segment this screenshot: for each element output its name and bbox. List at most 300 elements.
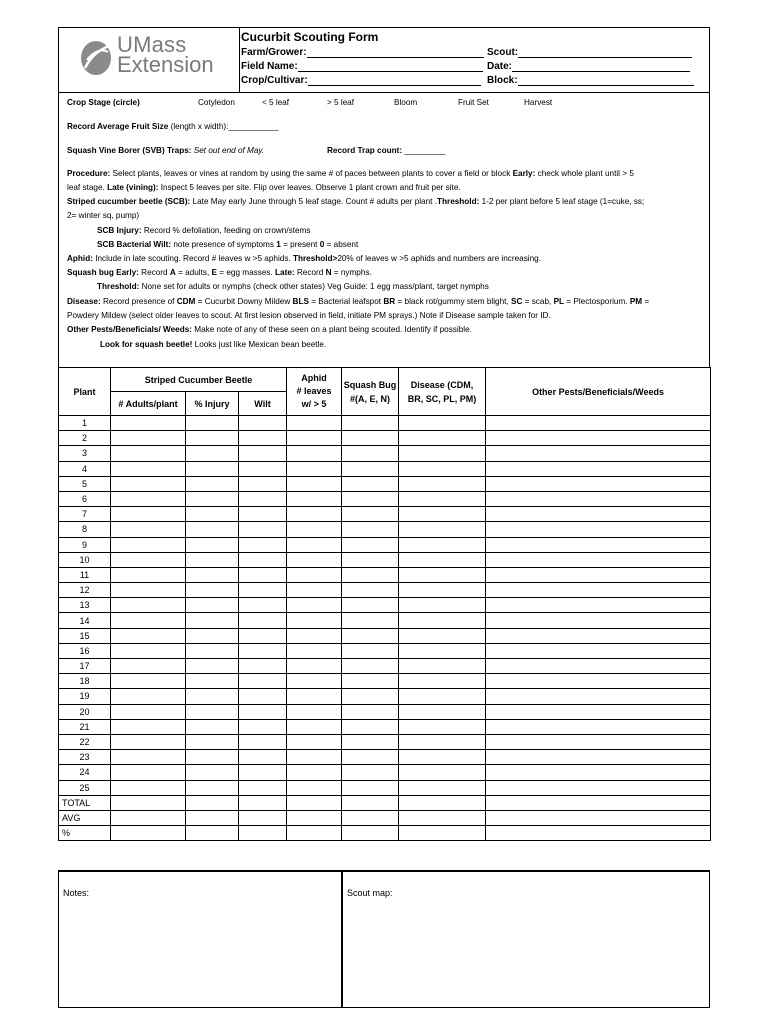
entry-cell[interactable]: [111, 780, 186, 795]
entry-cell[interactable]: [239, 750, 287, 765]
entry-cell[interactable]: [287, 628, 342, 643]
entry-cell[interactable]: [111, 446, 186, 461]
table-row: [59, 628, 711, 643]
scout-field[interactable]: Scout:: [487, 47, 692, 58]
entry-cell[interactable]: [111, 491, 186, 506]
entry-cell[interactable]: [186, 689, 239, 704]
entry-cell[interactable]: [287, 522, 342, 537]
entry-cell[interactable]: [342, 750, 399, 765]
injury-header: % Injury: [186, 392, 239, 416]
plant-number: 11: [59, 567, 111, 582]
entry-cell[interactable]: [111, 704, 186, 719]
entry-cell[interactable]: [287, 476, 342, 491]
entry-cell[interactable]: [287, 795, 342, 810]
table-row: [59, 689, 711, 704]
entry-cell[interactable]: [239, 628, 287, 643]
crop-cultivar-field[interactable]: Crop/Cultivar:: [241, 75, 481, 86]
entry-cell[interactable]: [186, 537, 239, 552]
entry-cell[interactable]: [342, 613, 399, 628]
entry-cell[interactable]: [186, 765, 239, 780]
entry-cell[interactable]: [399, 507, 486, 522]
date-field[interactable]: Date:: [487, 61, 690, 72]
entry-cell[interactable]: [342, 416, 399, 431]
entry-cell[interactable]: [111, 507, 186, 522]
entry-cell[interactable]: [399, 674, 486, 689]
entry-cell[interactable]: [239, 583, 287, 598]
entry-cell[interactable]: [342, 628, 399, 643]
scb-injury-line: SCB Injury: Record % defoliation, feeding on crown/stems: [97, 226, 311, 235]
other-pests-line: Other Pests/Beneficials/ Weeds: Make note of any of these seen on a plant being scouted. Identify if possible.: [67, 325, 472, 334]
entry-cell[interactable]: [486, 598, 711, 613]
plant-number: 23: [59, 750, 111, 765]
plant-number: 6: [59, 491, 111, 506]
table-row: [59, 659, 711, 674]
entry-cell[interactable]: [486, 643, 711, 658]
entry-cell[interactable]: [486, 476, 711, 491]
entry-cell[interactable]: [342, 780, 399, 795]
entry-cell[interactable]: [486, 431, 711, 446]
trap-count-field[interactable]: Record Trap count: _________: [327, 146, 446, 155]
entry-cell[interactable]: [399, 613, 486, 628]
entry-cell[interactable]: [486, 567, 711, 582]
entry-cell[interactable]: [239, 643, 287, 658]
plant-number: 22: [59, 734, 111, 749]
entry-cell[interactable]: [239, 719, 287, 734]
entry-cell[interactable]: [111, 583, 186, 598]
stage-fruit-set[interactable]: Fruit Set: [458, 98, 489, 107]
squash-bug-header: Squash Bug #(A, E, N): [342, 368, 399, 416]
plant-number: 2: [59, 431, 111, 446]
entry-cell[interactable]: [239, 491, 287, 506]
entry-cell[interactable]: [186, 826, 239, 841]
entry-cell[interactable]: [111, 416, 186, 431]
entry-cell[interactable]: [111, 734, 186, 749]
wilt-header: Wilt: [239, 392, 287, 416]
entry-cell[interactable]: [239, 552, 287, 567]
plant-number: 20: [59, 704, 111, 719]
entry-cell[interactable]: [287, 567, 342, 582]
entry-cell[interactable]: [342, 826, 399, 841]
entry-cell[interactable]: [486, 674, 711, 689]
entry-cell[interactable]: [239, 734, 287, 749]
plant-number: 25: [59, 780, 111, 795]
entry-cell[interactable]: [186, 659, 239, 674]
entry-cell[interactable]: [287, 826, 342, 841]
entry-cell[interactable]: [486, 719, 711, 734]
stage-less-5-leaf[interactable]: < 5 leaf: [262, 98, 290, 107]
entry-cell[interactable]: [399, 628, 486, 643]
plant-number: 5: [59, 476, 111, 491]
entry-cell[interactable]: [186, 734, 239, 749]
entry-cell[interactable]: [486, 780, 711, 795]
scb-header: Striped Cucumber Beetle: [111, 368, 287, 392]
entry-cell[interactable]: [111, 659, 186, 674]
squash-bug-threshold-line: Threshold: None set for adults or nymphs (check other states) Veg Guide: 1 egg mass/plant, target nymphs: [97, 282, 489, 291]
entry-cell[interactable]: [239, 613, 287, 628]
entry-cell[interactable]: [399, 431, 486, 446]
entry-cell[interactable]: [186, 810, 239, 825]
table-row: [59, 643, 711, 658]
entry-cell[interactable]: [111, 567, 186, 582]
entry-cell[interactable]: [186, 704, 239, 719]
scout-map-label: Scout map:: [347, 888, 393, 898]
entry-cell[interactable]: [287, 810, 342, 825]
entry-cell[interactable]: [287, 659, 342, 674]
entry-cell[interactable]: [486, 689, 711, 704]
entry-cell[interactable]: [287, 416, 342, 431]
table-row: [59, 446, 711, 461]
summary-row: [59, 795, 711, 810]
entry-cell[interactable]: [111, 719, 186, 734]
adults-header: # Adults/plant: [111, 392, 186, 416]
entry-cell[interactable]: [186, 583, 239, 598]
plant-number: 15: [59, 628, 111, 643]
plant-number: 9: [59, 537, 111, 552]
entry-cell[interactable]: [399, 476, 486, 491]
crop-stage-label: Crop Stage (circle): [67, 98, 140, 107]
entry-cell[interactable]: [342, 810, 399, 825]
entry-cell[interactable]: [239, 431, 287, 446]
entry-cell[interactable]: [399, 552, 486, 567]
table-row: [59, 583, 711, 598]
entry-cell[interactable]: [239, 567, 287, 582]
entry-cell[interactable]: [111, 689, 186, 704]
aphid-line: Aphid: Include in late scouting. Record # leaves w >5 aphids. Threshold>20% of leaves w >5 aphids and numbers are increasing.: [67, 254, 542, 263]
entry-cell[interactable]: [111, 826, 186, 841]
entry-cell[interactable]: [186, 795, 239, 810]
logo-text-extension: Extension: [117, 52, 214, 77]
entry-cell[interactable]: [186, 719, 239, 734]
entry-cell[interactable]: [111, 537, 186, 552]
entry-cell[interactable]: [239, 598, 287, 613]
entry-cell[interactable]: [186, 491, 239, 506]
entry-cell[interactable]: [342, 689, 399, 704]
entry-cell[interactable]: [399, 810, 486, 825]
entry-cell[interactable]: [287, 734, 342, 749]
plant-number: 24: [59, 765, 111, 780]
entry-cell[interactable]: [342, 583, 399, 598]
entry-cell[interactable]: [186, 416, 239, 431]
entry-cell[interactable]: [486, 659, 711, 674]
fruit-size-line[interactable]: Record Average Fruit Size (length x width):___________: [67, 122, 279, 131]
entry-cell[interactable]: [399, 734, 486, 749]
table-row: [59, 704, 711, 719]
table-row: [59, 734, 711, 749]
plant-number: 4: [59, 461, 111, 476]
stage-harvest[interactable]: Harvest: [524, 98, 553, 107]
entry-cell[interactable]: [399, 491, 486, 506]
entry-cell[interactable]: [239, 461, 287, 476]
form-title: Cucurbit Scouting Form: [241, 30, 379, 44]
table-row: [59, 416, 711, 431]
entry-cell[interactable]: [239, 537, 287, 552]
entry-cell[interactable]: [399, 643, 486, 658]
entry-cell[interactable]: [186, 598, 239, 613]
entry-cell[interactable]: [399, 522, 486, 537]
entry-cell[interactable]: [287, 704, 342, 719]
plant-number: 14: [59, 613, 111, 628]
entry-cell[interactable]: [111, 461, 186, 476]
stage-bloom[interactable]: Bloom: [394, 98, 418, 107]
entry-cell[interactable]: [287, 780, 342, 795]
entry-cell[interactable]: [239, 416, 287, 431]
farm-grower-field[interactable]: Farm/Grower:: [241, 47, 484, 58]
notes-label: Notes:: [63, 888, 90, 898]
entry-cell[interactable]: [486, 583, 711, 598]
instructions-section: [58, 93, 710, 367]
table-row: [59, 491, 711, 506]
disease-line-2: Powdery Mildew (select older leaves to scout. At first lesion observed in field, initiate PM sprays.) Note if Disease sample taken for ID.: [67, 311, 551, 320]
entry-cell[interactable]: [111, 643, 186, 658]
entry-cell[interactable]: [399, 659, 486, 674]
entry-cell[interactable]: [111, 674, 186, 689]
table-row: [59, 476, 711, 491]
entry-cell[interactable]: [342, 598, 399, 613]
entry-cell[interactable]: [111, 765, 186, 780]
squash-bug-line: Squash bug Early: Record A = adults, E = egg masses. Late: Record N = nymphs.: [67, 268, 372, 277]
aphid-header: Aphid # leaves w/ > 5: [287, 368, 342, 416]
entry-cell[interactable]: [239, 659, 287, 674]
entry-cell[interactable]: [486, 734, 711, 749]
entry-cell[interactable]: [186, 461, 239, 476]
plant-number: 19: [59, 689, 111, 704]
entry-cell[interactable]: [342, 522, 399, 537]
entry-cell[interactable]: [186, 522, 239, 537]
summary-label: AVG: [59, 810, 111, 825]
umass-extension-logo: [79, 32, 219, 88]
entry-cell[interactable]: [186, 780, 239, 795]
entry-cell[interactable]: [486, 522, 711, 537]
entry-cell[interactable]: [486, 765, 711, 780]
entry-cell[interactable]: [186, 613, 239, 628]
table-row: [59, 765, 711, 780]
entry-cell[interactable]: [399, 461, 486, 476]
entry-cell[interactable]: [399, 583, 486, 598]
entry-cell[interactable]: [186, 674, 239, 689]
entry-cell[interactable]: [239, 476, 287, 491]
table-row: [59, 719, 711, 734]
entry-cell[interactable]: [186, 643, 239, 658]
other-pests-header: Other Pests/Beneficials/Weeds: [486, 368, 711, 416]
table-row: [59, 537, 711, 552]
table-row: [59, 613, 711, 628]
table-row: [59, 552, 711, 567]
entry-cell[interactable]: [486, 491, 711, 506]
stage-more-5-leaf[interactable]: > 5 leaf: [327, 98, 355, 107]
plant-header: Plant: [59, 368, 111, 416]
plant-number: 13: [59, 598, 111, 613]
block-field[interactable]: Block:: [487, 75, 694, 86]
plant-number: 21: [59, 719, 111, 734]
entry-cell[interactable]: [239, 826, 287, 841]
entry-cell[interactable]: [342, 567, 399, 582]
entry-cell[interactable]: [287, 583, 342, 598]
entry-cell[interactable]: [111, 598, 186, 613]
table-row: [59, 750, 711, 765]
entry-cell[interactable]: [342, 734, 399, 749]
entry-cell[interactable]: [186, 750, 239, 765]
table-row: [59, 567, 711, 582]
entry-cell[interactable]: [287, 446, 342, 461]
entry-cell[interactable]: [399, 537, 486, 552]
entry-cell[interactable]: [399, 780, 486, 795]
entry-cell[interactable]: [111, 552, 186, 567]
entry-cell[interactable]: [486, 537, 711, 552]
entry-cell[interactable]: [111, 613, 186, 628]
squash-beetle-line: Look for squash beetle! Looks just like Mexican bean beetle.: [100, 340, 327, 349]
entry-cell[interactable]: [287, 537, 342, 552]
entry-cell[interactable]: [342, 431, 399, 446]
entry-cell[interactable]: [342, 461, 399, 476]
plant-number: 1: [59, 416, 111, 431]
entry-cell[interactable]: [239, 810, 287, 825]
entry-cell[interactable]: [287, 750, 342, 765]
entry-cell[interactable]: [287, 461, 342, 476]
entry-cell[interactable]: [486, 795, 711, 810]
summary-row: [59, 826, 711, 841]
entry-cell[interactable]: [486, 446, 711, 461]
entry-cell[interactable]: [342, 719, 399, 734]
entry-cell[interactable]: [399, 446, 486, 461]
plant-number: 3: [59, 446, 111, 461]
plant-number: 16: [59, 643, 111, 658]
plant-number: 12: [59, 583, 111, 598]
entry-cell[interactable]: [287, 491, 342, 506]
entry-cell[interactable]: [287, 507, 342, 522]
entry-cell[interactable]: [399, 750, 486, 765]
entry-cell[interactable]: [342, 795, 399, 810]
entry-cell[interactable]: [486, 628, 711, 643]
entry-cell[interactable]: [342, 765, 399, 780]
plant-number: 8: [59, 522, 111, 537]
procedure-line-1: Procedure: Select plants, leaves or vines at random by using the same # of paces between plants to cover a field or block Early: check whole plant until > 5: [67, 169, 634, 178]
entry-cell[interactable]: [342, 507, 399, 522]
entry-cell[interactable]: [486, 810, 711, 825]
entry-cell[interactable]: [342, 446, 399, 461]
table-row: [59, 522, 711, 537]
entry-cell[interactable]: [486, 826, 711, 841]
leaf-logo-icon: [79, 38, 113, 78]
procedure-line-2: leaf stage. Late (vining): Inspect 5 leaves per site. Flip over leaves. Observe 1 plant crown and fruit per site.: [67, 183, 461, 192]
entry-cell[interactable]: [287, 431, 342, 446]
entry-cell[interactable]: [186, 628, 239, 643]
entry-cell[interactable]: [399, 795, 486, 810]
entry-cell[interactable]: [186, 567, 239, 582]
entry-cell[interactable]: [111, 750, 186, 765]
entry-cell[interactable]: [399, 765, 486, 780]
logo-text-umass: UMass: [117, 32, 187, 57]
entry-cell[interactable]: [287, 674, 342, 689]
entry-cell[interactable]: [399, 704, 486, 719]
entry-cell[interactable]: [287, 719, 342, 734]
entry-cell[interactable]: [399, 567, 486, 582]
table-row: [59, 674, 711, 689]
entry-cell[interactable]: [239, 765, 287, 780]
entry-cell[interactable]: [186, 476, 239, 491]
entry-cell[interactable]: [342, 537, 399, 552]
entry-cell[interactable]: [111, 628, 186, 643]
table-row: [59, 507, 711, 522]
scb-wilt-line: SCB Bacterial Wilt: note presence of symptoms 1 = present 0 = absent: [97, 240, 359, 249]
entry-cell[interactable]: [342, 643, 399, 658]
scb-line-2: 2= winter sq, pump): [67, 211, 140, 220]
entry-cell[interactable]: [486, 750, 711, 765]
plant-number: 18: [59, 674, 111, 689]
entry-cell[interactable]: [111, 810, 186, 825]
disease-line-1: Disease: Record presence of CDM = Cucurbit Downy Mildew BLS = Bacterial leafspot BR = black rot/gummy stem blight, SC = scab, PL = Plectosporium. PM =: [67, 297, 650, 306]
entry-cell[interactable]: [486, 552, 711, 567]
entry-cell[interactable]: [486, 507, 711, 522]
table-row: [59, 780, 711, 795]
entry-cell[interactable]: [399, 416, 486, 431]
entry-cell[interactable]: [186, 507, 239, 522]
entry-cell[interactable]: [486, 704, 711, 719]
entry-cell[interactable]: [342, 476, 399, 491]
entry-cell[interactable]: [239, 446, 287, 461]
entry-cell[interactable]: [239, 507, 287, 522]
entry-cell[interactable]: [399, 689, 486, 704]
entry-cell[interactable]: [186, 446, 239, 461]
entry-cell[interactable]: [287, 689, 342, 704]
entry-cell[interactable]: [287, 765, 342, 780]
plant-number: 17: [59, 659, 111, 674]
form-header: [58, 27, 710, 93]
entry-cell[interactable]: [342, 659, 399, 674]
entry-cell[interactable]: [111, 522, 186, 537]
entry-cell[interactable]: [287, 598, 342, 613]
entry-cell[interactable]: [239, 689, 287, 704]
scb-line-1: Striped cucumber beetle (SCB): Late May early June through 5 leaf stage. Count # adults per plant .Threshold: 1-2 per plant before 5 leaf stage (1=cuke, ss;: [67, 197, 645, 206]
plant-number: 10: [59, 552, 111, 567]
entry-cell[interactable]: [486, 461, 711, 476]
entry-cell[interactable]: [399, 826, 486, 841]
scouting-data-table: [58, 367, 711, 841]
entry-cell[interactable]: [342, 674, 399, 689]
table-row: [59, 431, 711, 446]
disease-header: Disease (CDM, BR, SC, PL, PM): [399, 368, 486, 416]
entry-cell[interactable]: [342, 704, 399, 719]
entry-cell[interactable]: [239, 795, 287, 810]
entry-cell[interactable]: [111, 431, 186, 446]
table-row: [59, 598, 711, 613]
entry-cell[interactable]: [486, 416, 711, 431]
entry-cell[interactable]: [239, 674, 287, 689]
entry-cell[interactable]: [399, 719, 486, 734]
notes-section: [58, 870, 710, 1008]
entry-cell[interactable]: [287, 643, 342, 658]
entry-cell[interactable]: [239, 704, 287, 719]
entry-cell[interactable]: [486, 613, 711, 628]
entry-cell[interactable]: [287, 552, 342, 567]
summary-label: TOTAL: [59, 795, 111, 810]
summary-row: [59, 810, 711, 825]
table-row: [59, 461, 711, 476]
field-name-field[interactable]: Field Name:: [241, 61, 483, 72]
stage-cotyledon[interactable]: Cotyledon: [198, 98, 235, 107]
entry-cell[interactable]: [186, 552, 239, 567]
entry-cell[interactable]: [342, 491, 399, 506]
entry-cell[interactable]: [186, 431, 239, 446]
entry-cell[interactable]: [399, 598, 486, 613]
entry-cell[interactable]: [239, 780, 287, 795]
entry-cell[interactable]: [111, 476, 186, 491]
entry-cell[interactable]: [111, 795, 186, 810]
entry-cell[interactable]: [287, 613, 342, 628]
svb-traps-line: Squash Vine Borer (SVB) Traps: Set out end of May.: [67, 146, 265, 155]
plant-number: 7: [59, 507, 111, 522]
entry-cell[interactable]: [342, 552, 399, 567]
entry-cell[interactable]: [239, 522, 287, 537]
